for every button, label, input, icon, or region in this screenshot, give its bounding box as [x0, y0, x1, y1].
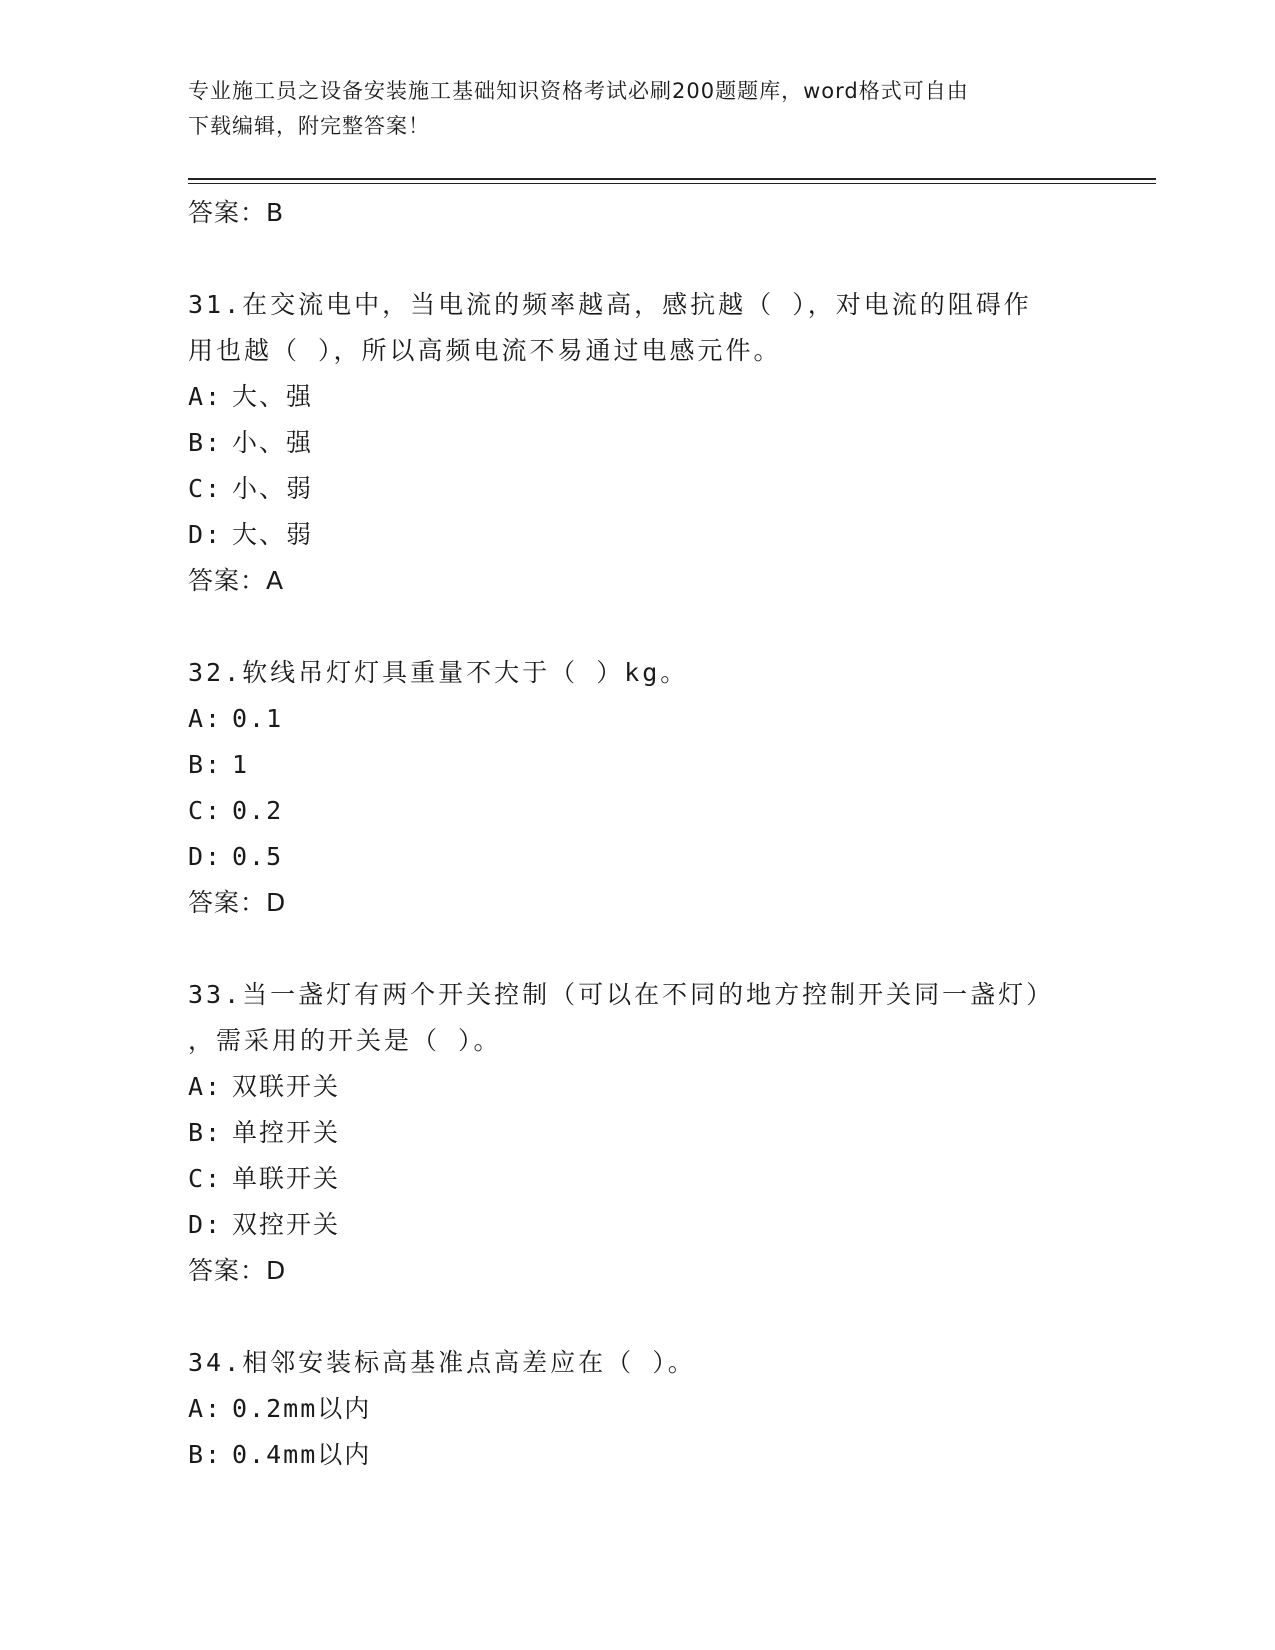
document-header	[188, 74, 1088, 144]
option-c	[188, 1156, 1088, 1202]
option-b	[188, 1432, 1088, 1478]
question-33	[188, 972, 1088, 1294]
option-text: 0.4mm以内	[232, 1440, 372, 1469]
option-text: 双联开关	[232, 1072, 341, 1101]
option-label: C:	[188, 474, 223, 503]
question-text-line: 32.软线吊灯灯具重量不大于（ ）kg。	[188, 658, 689, 687]
option-label: C:	[188, 796, 223, 825]
question-31	[188, 282, 1088, 604]
option-a	[188, 1386, 1088, 1432]
option-d	[188, 834, 1088, 880]
question-text-line: 31.在交流电中，当电流的频率越高，感抗越（ ），对电流的阻碍作	[188, 290, 1032, 319]
option-text: 单控开关	[232, 1118, 341, 1147]
option-b	[188, 420, 1088, 466]
option-c	[188, 788, 1088, 834]
question-32-text	[188, 650, 1088, 696]
question-34-text	[188, 1340, 1088, 1386]
option-text: 小、强	[232, 428, 314, 457]
question-text-line: 用也越（ ），所以高频电流不易通过电感元件。	[188, 336, 782, 365]
option-text: 0.1	[232, 704, 284, 733]
question-32	[188, 650, 1088, 926]
option-c	[188, 466, 1088, 512]
question-31-text	[188, 282, 1088, 374]
question-31-answer: 答案：A	[188, 566, 285, 595]
option-label: B:	[188, 1440, 223, 1469]
previous-answer: 答案：B	[188, 198, 285, 227]
option-a	[188, 374, 1088, 420]
option-b	[188, 1110, 1088, 1156]
spacer	[188, 1294, 1088, 1340]
question-text-line: 33.当一盏灯有两个开关控制（可以在不同的地方控制开关同一盏灯）	[188, 980, 1055, 1009]
option-a	[188, 1064, 1088, 1110]
question-32-answer: 答案：D	[188, 888, 287, 917]
option-text: 单联开关	[232, 1164, 341, 1193]
option-text: 0.5	[232, 842, 284, 871]
header-line-1: 专业施工员之设备安装施工基础知识资格考试必刷200题题库，word格式可自由	[188, 79, 969, 103]
option-d	[188, 512, 1088, 558]
option-text: 1	[232, 750, 250, 779]
question-33-text	[188, 972, 1088, 1064]
option-label: D:	[188, 842, 223, 871]
option-label: B:	[188, 750, 223, 779]
header-divider	[188, 178, 1156, 180]
header-divider-thin	[188, 183, 1156, 184]
spacer	[188, 604, 1088, 650]
option-label: A:	[188, 382, 223, 411]
option-label: D:	[188, 1210, 223, 1239]
option-label: A:	[188, 1072, 223, 1101]
header-line-2: 下载编辑，附完整答案！	[188, 114, 430, 138]
option-label: C:	[188, 1164, 223, 1193]
option-label: D:	[188, 520, 223, 549]
option-text: 0.2mm以内	[232, 1394, 372, 1423]
option-label: A:	[188, 704, 223, 733]
question-list	[188, 190, 1088, 1478]
option-text: 大、强	[232, 382, 314, 411]
option-label: B:	[188, 428, 223, 457]
question-34	[188, 1340, 1088, 1478]
option-text: 大、弱	[232, 520, 314, 549]
option-label: A:	[188, 1394, 223, 1423]
option-text: 双控开关	[232, 1210, 341, 1239]
question-text-line: ，需采用的开关是（ ）。	[188, 1026, 502, 1055]
spacer	[188, 236, 1088, 282]
question-33-answer: 答案：D	[188, 1256, 287, 1285]
option-b	[188, 742, 1088, 788]
option-a	[188, 696, 1088, 742]
spacer	[188, 926, 1088, 972]
option-text: 小、弱	[232, 474, 314, 503]
option-text: 0.2	[232, 796, 284, 825]
option-d	[188, 1202, 1088, 1248]
question-text-line: 34.相邻安装标高基准点高差应在（ ）。	[188, 1348, 696, 1377]
option-label: B:	[188, 1118, 223, 1147]
